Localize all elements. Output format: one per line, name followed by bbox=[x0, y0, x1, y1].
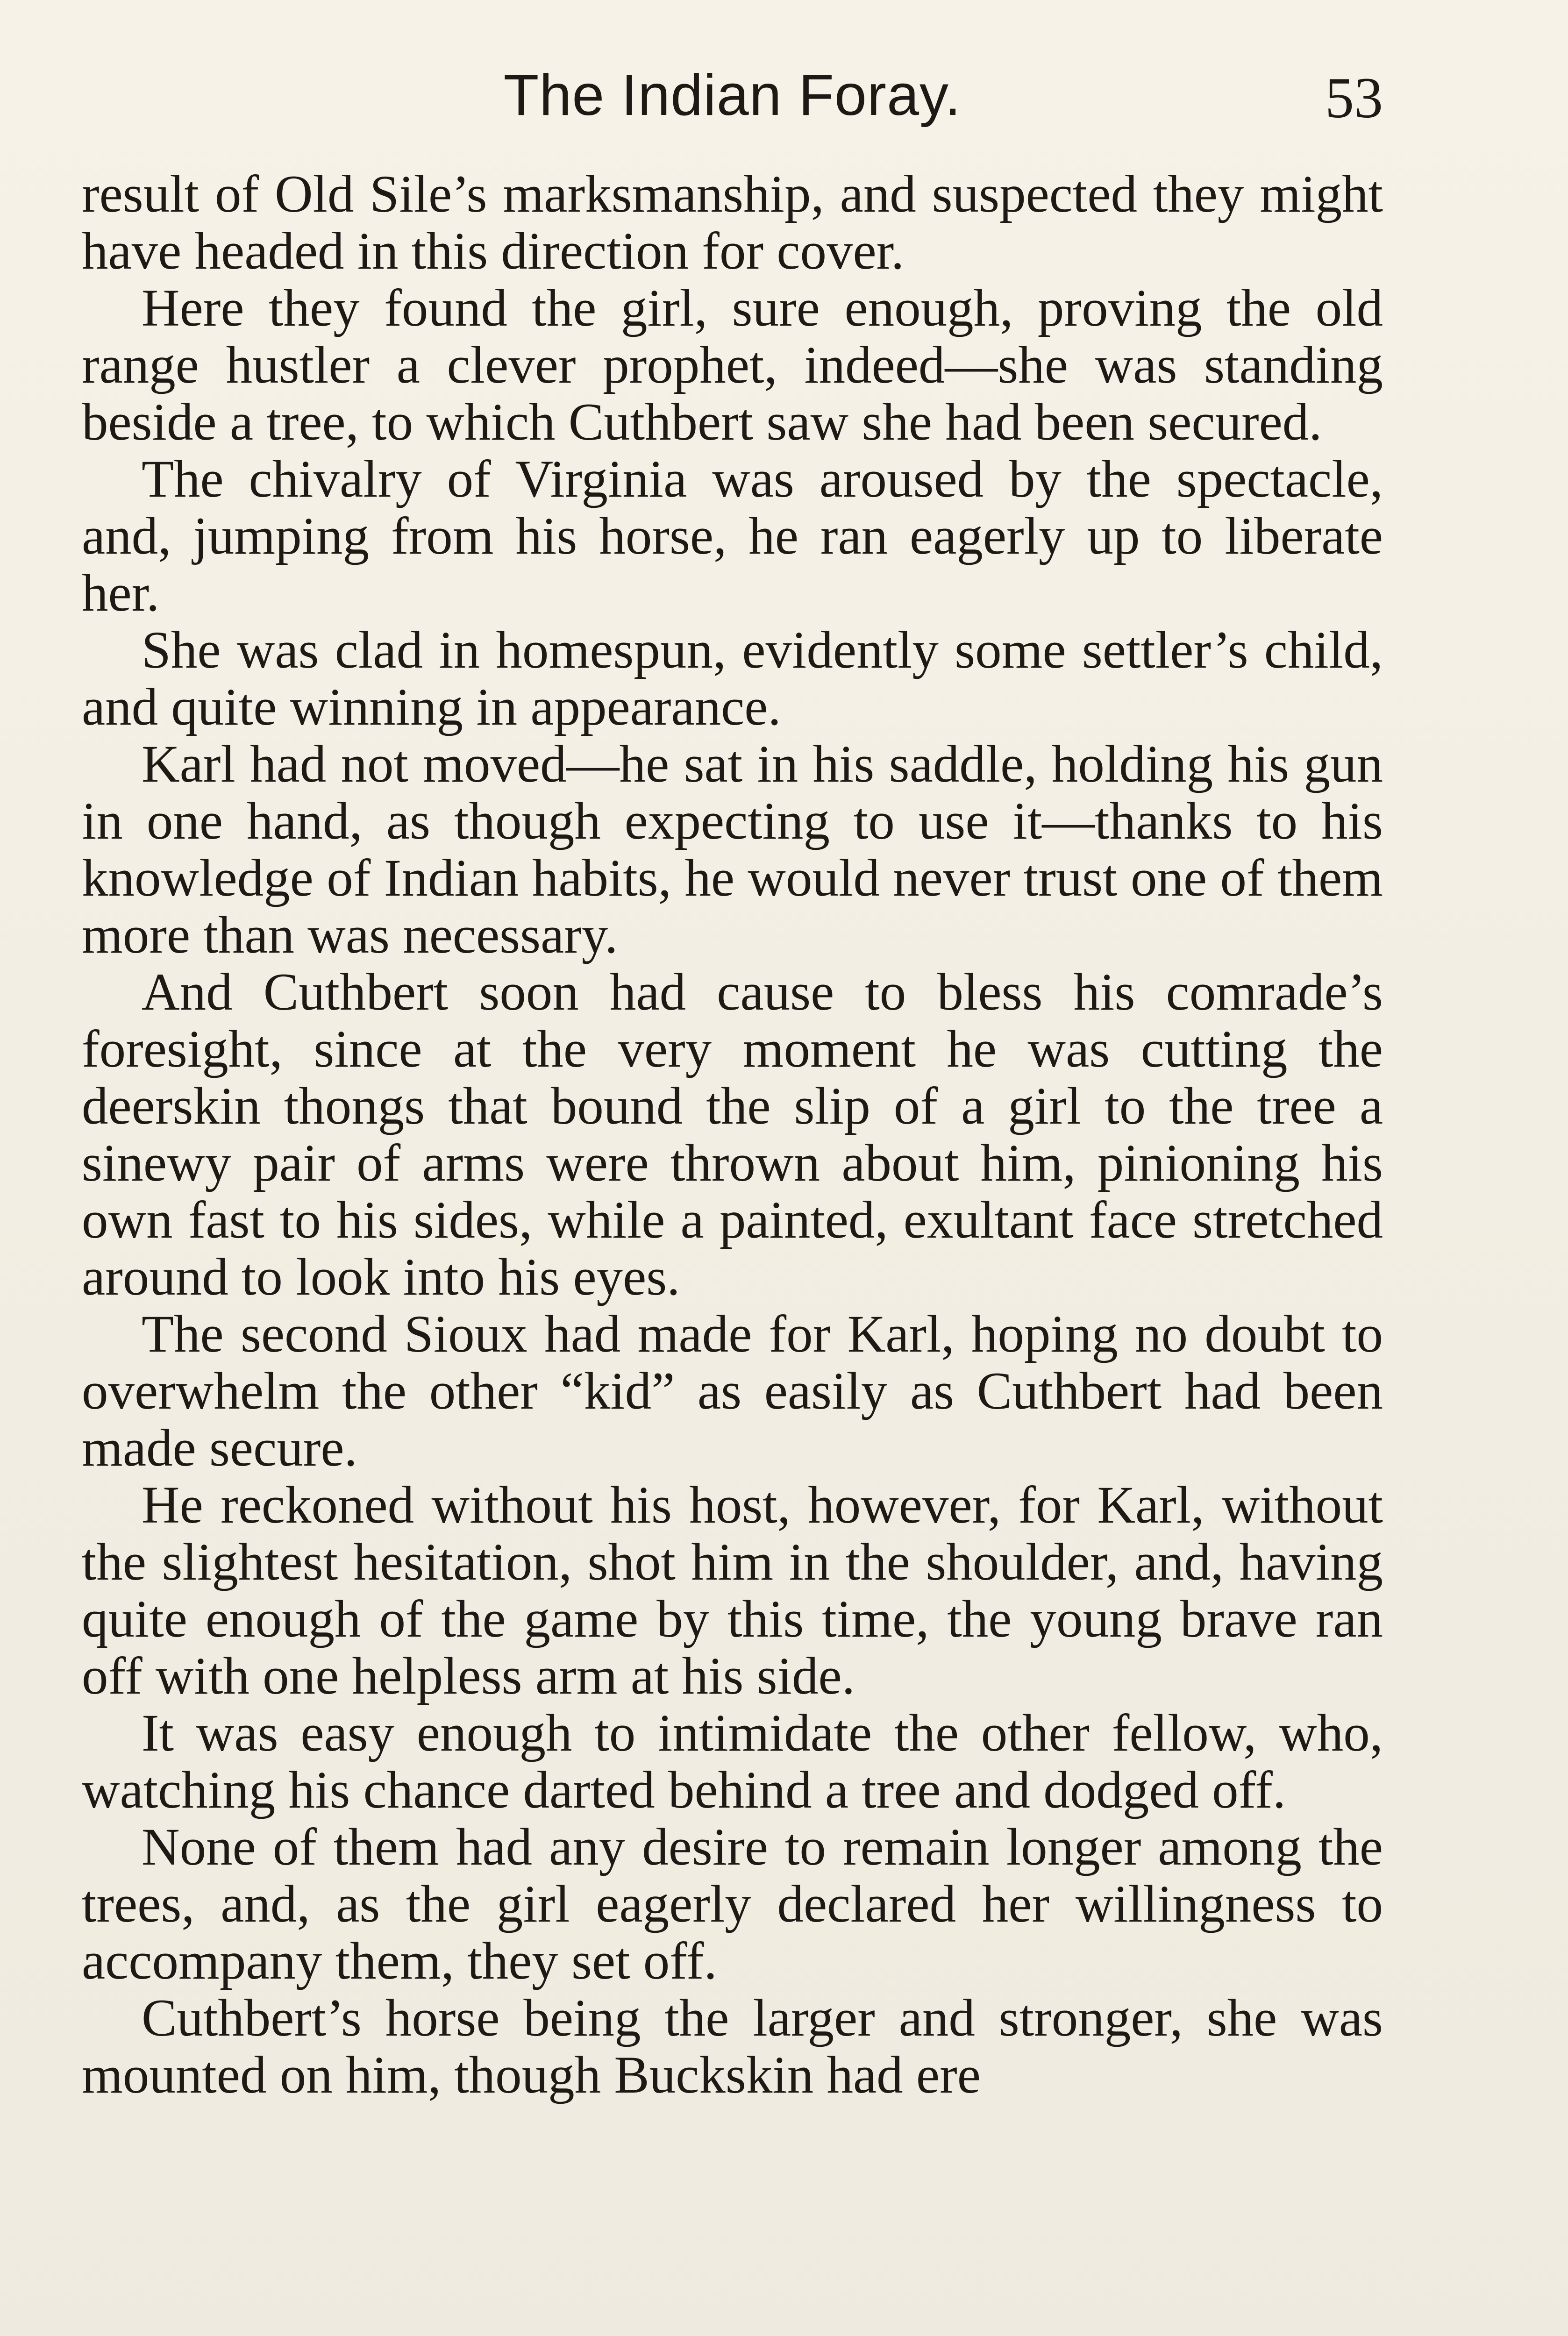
page-number: 53 bbox=[1325, 66, 1383, 130]
paragraph: Cuthbert’s horse being the larger and stronger, she was mounted on him, though Buckskin had ere bbox=[82, 1989, 1383, 2104]
paragraph: The chivalry of Virginia was aroused by the spectacle, and, jumping from his horse, he ran eagerly up to liberate her. bbox=[82, 450, 1383, 622]
paragraph: None of them had any desire to remain longer among the trees, and, as the girl eagerly declared her willingness to accompany them, they set off. bbox=[82, 1818, 1383, 1990]
paragraph-continued: result of Old Sile’s marksmanship, and suspected they might have headed in this direction for cover. bbox=[82, 165, 1383, 280]
paragraph: He reckoned without his host, however, for Karl, without the slightest hesitation, shot him in the shoulder, and, having quite enough of the game by this time, the young brave ran off with one helpless arm at his side. bbox=[82, 1476, 1383, 1705]
paragraph: And Cuthbert soon had cause to bless his comrade’s foresight, since at the very moment he was cutting the deerskin thongs that bound the slip of a girl to the tree a sinewy pair of arms were thrown about him, pinioning his own fast to his sides, while a painted, exultant face stretched around to look into his eyes. bbox=[82, 963, 1383, 1306]
paragraph: Karl had not moved—he sat in his saddle, holding his gun in one hand, as though expecting to use it—thanks to his knowledge of Indian habits, he would never trust one of them more than was necessary. bbox=[82, 735, 1383, 964]
paragraph: It was easy enough to intimidate the other fellow, who, watching his chance darted behind a tree and dodged off. bbox=[82, 1704, 1383, 1819]
page-header bbox=[82, 56, 1383, 135]
paragraph: Here they found the girl, sure enough, proving the old range hustler a clever prophet, indeed—she was standing beside a tree, to which Cuthbert saw she had been secured. bbox=[82, 279, 1383, 451]
paragraph: The second Sioux had made for Karl, hoping no doubt to overwhelm the other “kid” as easily as Cuthbert had been made secure. bbox=[82, 1305, 1383, 1477]
paragraph: She was clad in homespun, evidently some settler’s child, and quite winning in appearance. bbox=[82, 621, 1383, 736]
running-title: The Indian Foray. bbox=[503, 63, 962, 128]
body-text bbox=[82, 166, 1383, 2104]
